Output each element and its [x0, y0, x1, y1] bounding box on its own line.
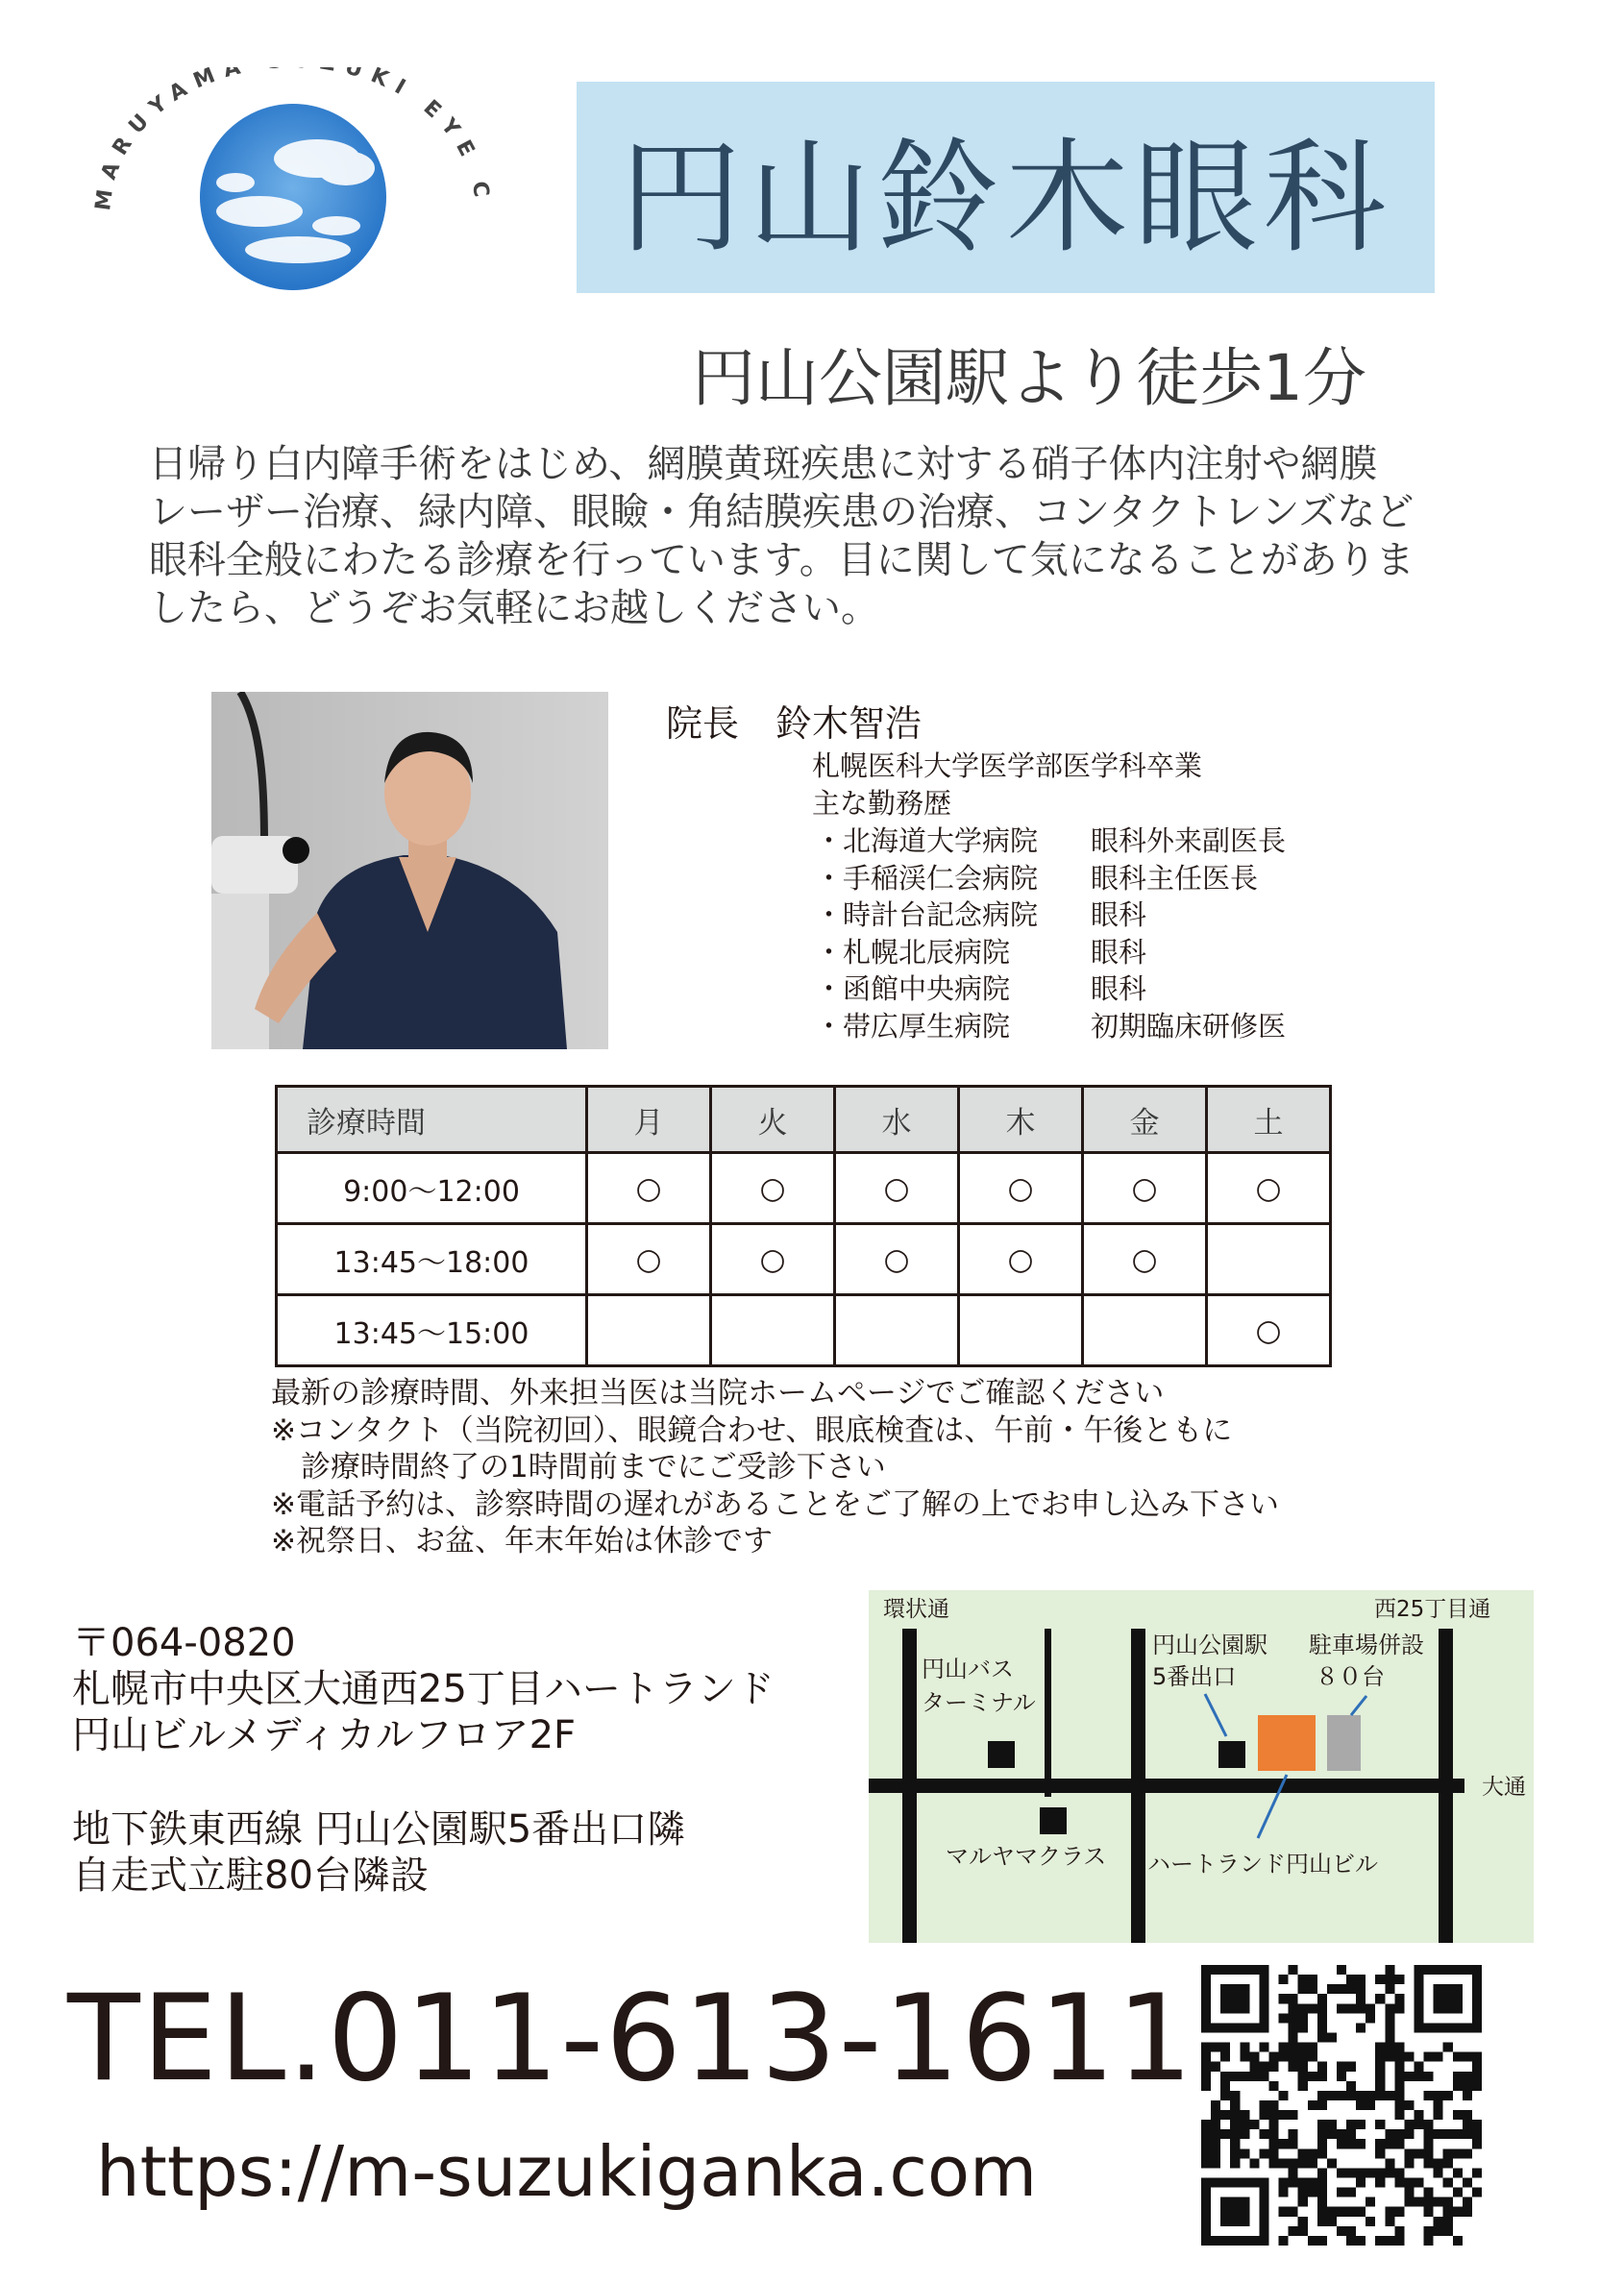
parking-building [1327, 1715, 1361, 1771]
open-mark [1207, 1224, 1331, 1295]
career-position: 眼科外来副医長 [1091, 824, 1287, 857]
open-mark [587, 1295, 711, 1366]
intro-line: 眼科全般にわたる診療を行っています。目に関して気になることがありま [149, 538, 1415, 582]
open-mark: ○ [835, 1153, 959, 1224]
map-label-maruyama-class: マルヤマクラス [946, 1843, 1107, 1870]
note-line: ※コンタクト（当院初回）、眼鏡合わせ、眼底検査は、午前・午後ともに [271, 1412, 1233, 1448]
map-label-bus: ターミナル [922, 1689, 1036, 1716]
open-mark: ○ [835, 1224, 959, 1295]
station-exit-marker [1218, 1741, 1245, 1768]
open-mark: ○ [587, 1153, 711, 1224]
header-cell-day: 月 [587, 1087, 711, 1153]
career-position: 眼科主任医長 [1091, 861, 1259, 895]
intro-line: レーザー治療、緑内障、眼瞼・角結膜疾患の治療、コンタクトレンズなど [149, 490, 1415, 534]
career-hospital: ・手稲渓仁会病院 [815, 861, 1039, 895]
note-line: ※電話予約は、診察時間の遅れがあることをご了解の上でお申し込み下さい [271, 1486, 1279, 1522]
open-mark: ○ [711, 1153, 835, 1224]
map-label-odori: 大通 [1482, 1775, 1526, 1800]
career-hospital: ・帯広厚生病院 [815, 1009, 1011, 1043]
open-mark [835, 1295, 959, 1366]
phone-number[interactable]: TEL.011-613-1611 [67, 1970, 1195, 2108]
career-hospital: ・函館中央病院 [815, 972, 1011, 1005]
time-cell: 9:00～12:00 [277, 1153, 587, 1224]
clinic-logo [91, 67, 495, 327]
career-position: 初期臨床研修医 [1091, 1009, 1287, 1043]
open-mark: ○ [1207, 1153, 1331, 1224]
address-block [72, 1620, 775, 1758]
time-cell: 13:45～15:00 [277, 1295, 587, 1366]
bus-terminal-marker [988, 1741, 1015, 1768]
open-mark: ○ [959, 1153, 1083, 1224]
table-row [277, 1153, 1331, 1224]
director-name: 院長 鈴木智浩 [666, 702, 923, 745]
access-line: 地下鉄東西線 円山公園駅5番出口隣 [72, 1807, 686, 1852]
consultation-hours-table [275, 1085, 1332, 1367]
career-position: 眼科 [1091, 935, 1147, 969]
career-hospital: ・北海道大学病院 [815, 824, 1039, 857]
header-cell-day: 木 [959, 1087, 1083, 1153]
career-hospital: ・時計台記念病院 [815, 898, 1039, 931]
map-label-parking: 駐車場併設 [1309, 1632, 1424, 1658]
career-label: 主な勤務歴 [812, 787, 952, 820]
map-label-kanjo: 環状通 [883, 1597, 949, 1622]
road-odori [869, 1779, 1464, 1793]
career-list [815, 822, 1286, 1044]
address-line: 円山ビルメディカルフロア2F [72, 1713, 577, 1757]
career-item [815, 822, 1286, 860]
table-header-row [277, 1087, 1331, 1153]
map-label-nishi25: 西25丁目通 [1374, 1597, 1491, 1622]
director-degree: 札幌医科大学医学部医学科卒業 [812, 749, 1203, 782]
open-mark: ○ [1083, 1224, 1207, 1295]
intro-line: 日帰り白内障手術をはじめ、網膜黄斑疾患に対する硝子体内注射や網膜 [149, 442, 1378, 486]
intro-paragraph [149, 440, 1513, 632]
map-label-bus: 円山バス [922, 1656, 1014, 1682]
note-line: 最新の診療時間、外来担当医は当院ホームページでご確認ください [271, 1376, 1165, 1411]
map-label-parking-count: ８０台 [1316, 1663, 1385, 1690]
career-item [815, 896, 1286, 934]
access-line: 自走式立駐80台隣設 [72, 1853, 429, 1898]
header-cell-day: 火 [711, 1087, 835, 1153]
heartland-building [1258, 1715, 1316, 1771]
career-item [815, 860, 1286, 897]
title-banner [577, 82, 1435, 293]
hours-notes [271, 1375, 1279, 1560]
time-cell: 13:45～18:00 [277, 1224, 587, 1295]
career-position: 眼科 [1091, 972, 1147, 1005]
clinic-name: 円山鈴木眼科 [619, 127, 1392, 270]
open-mark: ○ [711, 1224, 835, 1295]
career-item [815, 934, 1286, 971]
open-mark [1083, 1295, 1207, 1366]
note-line: ※祝祭日、お盆、年末年始は休診です [271, 1524, 773, 1559]
open-mark [711, 1295, 835, 1366]
map-label-building: ハートランド円山ビル [1147, 1851, 1378, 1878]
map-label-station: 円山公園駅 [1152, 1632, 1267, 1658]
doctor-photo [211, 692, 608, 1049]
open-mark: ○ [1083, 1153, 1207, 1224]
intro-line: したら、どうぞお気軽にお越しください。 [149, 586, 879, 630]
open-mark: ○ [587, 1224, 711, 1295]
table-row [277, 1295, 1331, 1366]
career-item [815, 1008, 1286, 1045]
header-cell-day: 水 [835, 1087, 959, 1153]
website-url[interactable]: https://m-suzukiganka.com [96, 2131, 1038, 2212]
logo-arc-text: MARUYAMA UKI EYE C [91, 67, 495, 212]
access-block [72, 1806, 685, 1899]
table-row [277, 1224, 1331, 1295]
header-cell-day: 土 [1207, 1087, 1331, 1153]
address-line: 札幌市中央区大通西25丁目ハートランド [72, 1667, 775, 1711]
open-mark [959, 1295, 1083, 1366]
career-position: 眼科 [1091, 898, 1147, 931]
qr-code[interactable] [1201, 1965, 1482, 2246]
open-mark: ○ [1207, 1295, 1331, 1366]
station-access-subtitle: 円山公園駅より徒歩1分 [692, 341, 1366, 415]
maruyama-class-marker [1040, 1807, 1067, 1834]
postal-code: 〒064-0820 [72, 1621, 296, 1665]
header-cell-hours: 診療時間 [277, 1087, 587, 1153]
note-line: 診療時間終了の1時間前までにご受診下さい [271, 1450, 886, 1485]
career-item [815, 970, 1286, 1008]
career-hospital: ・札幌北辰病院 [815, 935, 1011, 969]
access-map [869, 1590, 1534, 1943]
map-label-exit: 5番出口 [1152, 1663, 1237, 1690]
header-cell-day: 金 [1083, 1087, 1207, 1153]
road-small [1045, 1629, 1051, 1797]
open-mark: ○ [959, 1224, 1083, 1295]
